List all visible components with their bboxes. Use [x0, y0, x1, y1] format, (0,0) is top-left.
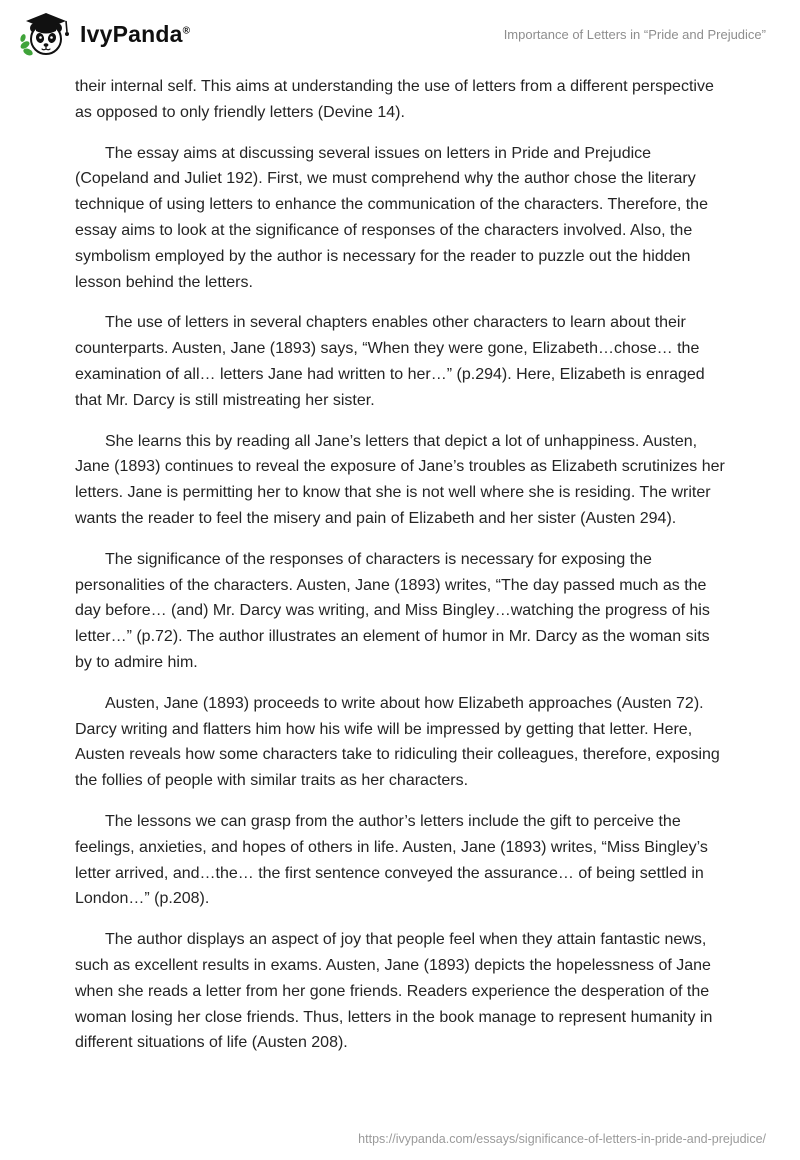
essay-paragraph: The essay aims at discussing several issues on letters in Pride and Prejudice (Copeland and Juliet 192). First, we must comprehend why the author chose the literary technique of using letters to enhance the communication of the characters. Therefore, the essay aims to look at the significance of responses of the characters involved. Also, the symbolism employed by the author is necessary for the reader to puzzle out the hidden lesson behind the letters. — [75, 144, 708, 291]
brand-text: IvyPanda® — [80, 20, 191, 47]
essay-body — [0, 58, 800, 1056]
essay-paragraph: Austen, Jane (1893) proceeds to write about how Elizabeth approaches (Austen 72). Darcy writing and flatters him how his wife will be impressed by getting that letter. Here, Austen reveals how some characters take to ridiculing their colleagues, therefore, exposing the follies of people with similar traits as her characters. — [75, 694, 720, 790]
essay-paragraph: their internal self. This aims at understanding the use of letters from a different perspective as opposed to only friendly letters (Devine 14). — [75, 78, 714, 121]
essay-paragraph: The author displays an aspect of joy that people feel when they attain fantastic news, such as excellent results in exams. Austen, Jane (1893) depicts the hopelessness of Jane when she reads a letter from her gone friends. Readers experience the desperation of the woman losing her close friends. Thus, letters in the book manage to represent humanity in different situations of life (Austen 208). — [75, 931, 713, 1052]
essay-paragraph: The use of letters in several chapters enables other characters to learn about their counterparts. Austen, Jane (1893) says, “When they were gone, Elizabeth…chose… the examination of all… letters Jane had written to her…” (p.294). Here, Elizabeth is enraged that Mr. Darcy is still mistreating her sister. — [75, 314, 705, 409]
ivypanda-logo[interactable] — [18, 11, 190, 57]
page-header — [0, 0, 800, 58]
essay-paragraph: The significance of the responses of characters is necessary for exposing the personalities of the characters. Austen, Jane (1893) writes, “The day passed much as the day before… (and) Mr. Darcy was writing, and Miss Bingley…watching the progress of his letter…” (p.72). The author illustrates an element of humor in Mr. Darcy as the woman sits by to admire him. — [75, 550, 710, 671]
essay-paragraph: She learns this by reading all Jane’s letters that depict a lot of unhappiness. Austen, Jane (1893) continues to reveal the exposure of Jane’s troubles as Elizabeth scrutinizes her letters. Jane is permitting her to know that she is not well where she is residing. The writer wants the reader to feel the misery and pain of Elizabeth and her sister (Austen 294). — [75, 432, 725, 527]
source-url: https://ivypanda.com/essays/significance-of-letters-in-pride-and-prejudice/ — [358, 1132, 766, 1146]
essay-paragraph: The lessons we can grasp from the author’s letters include the gift to perceive the feelings, anxieties, and hopes of others in life. Austen, Jane (1893) writes, “Miss Bingley’s letter arrived, and…the… the first sentence conveyed the assurance… of being settled in London…” (p.208). — [75, 812, 708, 908]
document-title: Importance of Letters in “Pride and Prejudice” — [503, 26, 766, 42]
registered-mark: ® — [182, 24, 191, 36]
ivypanda-logo-icon — [18, 11, 70, 57]
